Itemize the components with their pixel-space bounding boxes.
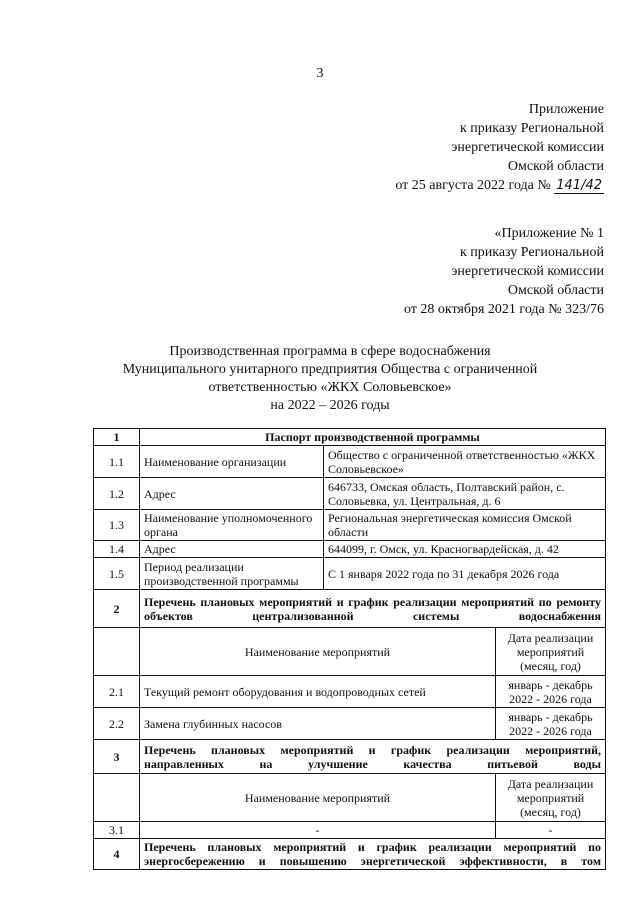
section-4-header: [94, 839, 606, 870]
row-name: -: [140, 822, 496, 839]
column-header-name: Наименование мероприятий: [140, 628, 496, 676]
empty-cell: [94, 628, 140, 676]
row-number: 1.3: [94, 510, 140, 541]
production-program-table: [93, 428, 606, 870]
section-number: 2: [94, 590, 140, 628]
row-value: Региональная энергетическая комиссия Омской области: [324, 510, 606, 541]
column-header-name: Наименование мероприятий: [140, 774, 496, 822]
column-header-date: Дата реализации мероприятий (месяц, год): [496, 774, 606, 822]
row-label: Наименование организации: [140, 446, 324, 478]
empty-cell: [94, 774, 140, 822]
row-number: 1.4: [94, 541, 140, 558]
section-number: 3: [94, 740, 140, 774]
row-label: Адрес: [140, 478, 324, 510]
section-3-columns: [94, 774, 606, 822]
row-name: Текущий ремонт оборудования и водопроводных сетей: [140, 676, 496, 708]
appendix-current-date: [395, 176, 604, 195]
appendix-previous-line: «Приложение № 1: [494, 226, 604, 241]
column-header-date: Дата реализации мероприятий (месяц, год): [496, 628, 606, 676]
appendix-previous-line: от 28 октября 2021 года № 323/76: [403, 302, 604, 317]
handwritten-order-number: 141/42: [556, 178, 602, 193]
appendix-previous-line: Омской области: [507, 283, 604, 298]
row-number: 1.5: [94, 558, 140, 590]
title-line: Производственная программа в сфере водоснабжения: [169, 344, 491, 359]
appendix-current-line: к приказу Региональной: [459, 121, 604, 136]
row-number: 3.1: [94, 822, 140, 839]
table-row: [94, 822, 606, 839]
appendix-current-line: Приложение: [528, 102, 604, 117]
title-line: Муниципального унитарного предприятия Общества с ограниченной: [122, 362, 538, 377]
section-title: Перечень плановых мероприятий и график реализации мероприятий, направленных на улучшение качества питьевой воды: [140, 740, 606, 774]
table-row: [94, 446, 606, 478]
row-number: 1.2: [94, 478, 140, 510]
appendix-current: [395, 100, 604, 195]
appendix-current-date-text: от 25 августа 2022 года №: [395, 178, 551, 193]
section-title: Паспорт производственной программы: [140, 429, 606, 446]
section-2-columns: [94, 628, 606, 676]
row-label: Адрес: [140, 541, 324, 558]
table-row: [94, 541, 606, 558]
section-title: Перечень плановых мероприятий и график реализации мероприятий по ремонту объектов централизованной системы водоснабжения: [140, 590, 606, 628]
row-name: Замена глубинных насосов: [140, 708, 496, 740]
row-label: Период реализации производственной программы: [140, 558, 324, 590]
row-number: 2.2: [94, 708, 140, 740]
table-row: [94, 510, 606, 541]
table-row: [94, 676, 606, 708]
row-label: Наименование уполномоченного органа: [140, 510, 324, 541]
row-date: январь - декабрь 2022 - 2026 года: [496, 676, 606, 708]
row-value: 644099, г. Омск, ул. Красногвардейская, д. 42: [324, 541, 606, 558]
appendix-previous-line: к приказу Региональной: [459, 245, 604, 260]
table-row: [94, 708, 606, 740]
row-value: 646733, Омская область, Полтавский район, с. Соловьевка, ул. Центральная, д. 6: [324, 478, 606, 510]
title-line: на 2022 – 2026 годы: [270, 398, 390, 413]
section-number: 1: [94, 429, 140, 446]
appendix-current-line: энергетической комиссии: [451, 140, 604, 155]
row-number: 2.1: [94, 676, 140, 708]
row-date: январь - декабрь 2022 - 2026 года: [496, 708, 606, 740]
table-row: [94, 558, 606, 590]
title-line: ответственностью «ЖКХ Соловьевское»: [208, 380, 452, 395]
section-title: Перечень плановых мероприятий и график реализации мероприятий по энергосбережению и повышению энергетической эффективности, в том: [140, 839, 606, 870]
appendix-current-line: Омской области: [507, 159, 604, 174]
section-number: 4: [94, 839, 140, 870]
section-3-header: [94, 740, 606, 774]
table-row: [94, 478, 606, 510]
appendix-previous-line: энергетической комиссии: [451, 264, 604, 279]
document-title: [40, 343, 620, 415]
row-date: -: [496, 822, 606, 839]
row-value: С 1 января 2022 года по 31 декабря 2026 года: [324, 558, 606, 590]
section-1-header: [94, 429, 606, 446]
appendix-previous: [404, 224, 604, 319]
row-value: Общество с ограниченной ответственностью «ЖКХ Соловьевское»: [324, 446, 606, 478]
section-2-header: [94, 590, 606, 628]
page-number: 3: [316, 66, 324, 81]
row-number: 1.1: [94, 446, 140, 478]
